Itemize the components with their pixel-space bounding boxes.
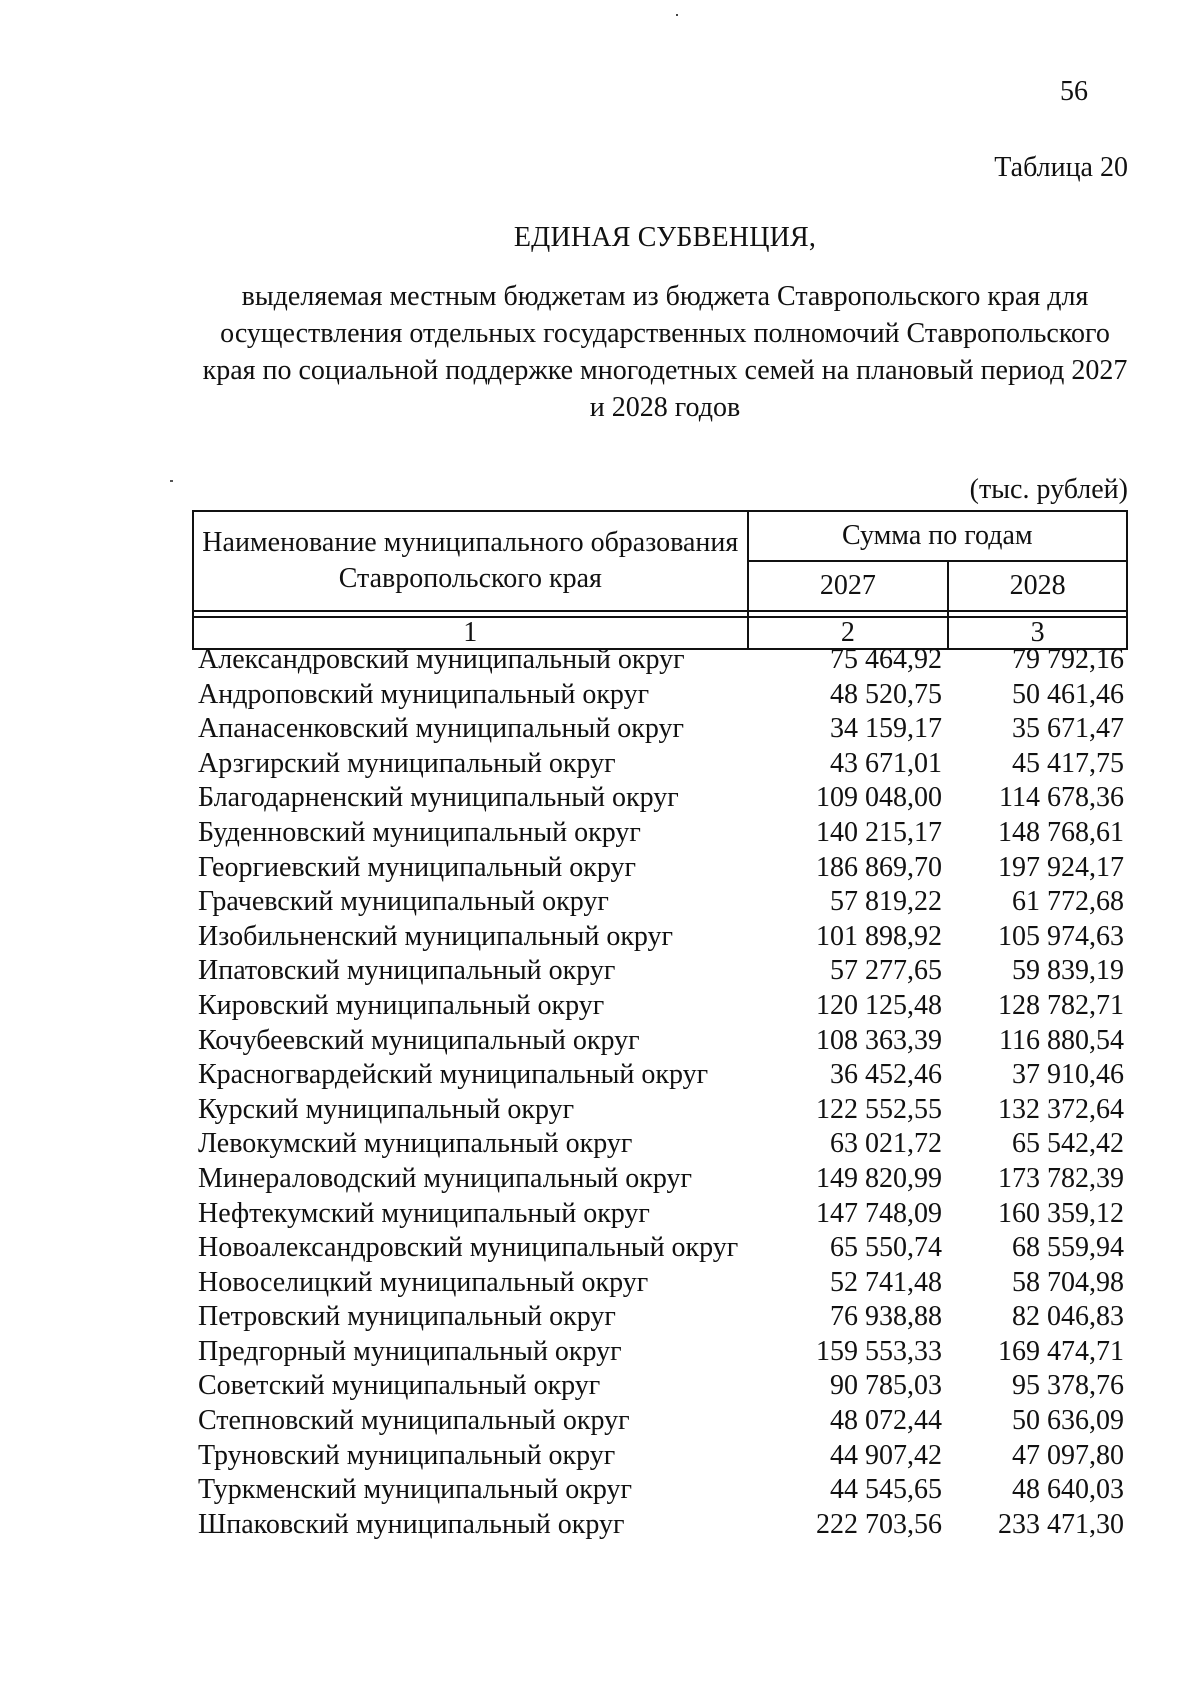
header-name-column: Наименование муниципального образования Ставропольского края [193, 511, 748, 611]
municipality-name: Александровский муниципальный округ [198, 644, 685, 675]
table-row [192, 747, 1128, 782]
header-year-2028: 2028 [948, 561, 1127, 611]
municipality-name: Нефтекумский муниципальный округ [198, 1197, 650, 1229]
table-row [192, 1508, 1128, 1543]
municipality-name: Туркменский муниципальный округ [198, 1474, 632, 1506]
amount-2028: 128 782,71 [998, 989, 1124, 1021]
amount-2027: 43 671,01 [830, 747, 942, 779]
amount-2027: 149 820,99 [816, 1162, 942, 1194]
amount-2027: 140 215,17 [816, 816, 942, 848]
amount-2028: 79 792,16 [1012, 644, 1124, 675]
table-row [192, 1439, 1128, 1474]
amount-2027: 147 748,09 [816, 1197, 942, 1229]
amount-2028: 65 542,42 [1012, 1128, 1124, 1160]
amount-2027: 75 464,92 [830, 644, 942, 675]
amount-2028: 116 880,54 [999, 1024, 1124, 1056]
amount-2027: 76 938,88 [830, 1301, 942, 1333]
amount-2028: 45 417,75 [1012, 747, 1124, 779]
units-note: (тыс. рублей) [969, 474, 1128, 505]
scan-speck [676, 14, 678, 16]
amount-2027: 34 159,17 [830, 713, 942, 745]
table-label: Таблица 20 [994, 152, 1128, 183]
amount-2028: 58 704,98 [1012, 1266, 1124, 1298]
municipality-name: Петровский муниципальный округ [198, 1301, 616, 1333]
table-row [192, 851, 1128, 886]
document-title: ЕДИНАЯ СУБВЕНЦИЯ, [513, 222, 817, 253]
header-sum-column: Сумма по годам [748, 511, 1127, 561]
amount-2028: 47 097,80 [1012, 1439, 1124, 1471]
amount-2028: 82 046,83 [1012, 1301, 1124, 1333]
document-subtitle: выделяемая местным бюджетам из бюджета Ставропольского края для осуществления отдельных государственных полномочий Ставропольского края по социальной поддержке многодетных семей на плановый период 2027 и 2028 годов [202, 281, 1128, 423]
table-row [192, 712, 1128, 747]
table-row [192, 920, 1128, 955]
amount-2027: 222 703,56 [816, 1508, 942, 1540]
amount-2028: 61 772,68 [1012, 886, 1124, 918]
municipality-name: Изобильненский муниципальный округ [198, 920, 674, 952]
municipality-name: Труновский муниципальный округ [198, 1439, 616, 1471]
municipality-name: Новоалександровский муниципальный округ [198, 1232, 739, 1264]
amount-2027: 159 553,33 [816, 1335, 942, 1367]
table-row [192, 1127, 1128, 1162]
amount-2028: 59 839,19 [1012, 955, 1124, 987]
amount-2027: 36 452,46 [830, 1059, 942, 1091]
amount-2027: 90 785,03 [830, 1370, 942, 1402]
page-number: 56 [1060, 76, 1088, 107]
column-number-3: 3 [948, 617, 1127, 649]
amount-2028: 50 461,46 [1012, 678, 1124, 710]
amount-2028: 68 559,94 [1012, 1232, 1124, 1264]
amount-2027: 109 048,00 [816, 782, 942, 814]
municipality-name: Апанасенковский муниципальный округ [198, 713, 685, 745]
table-row [192, 954, 1128, 989]
amount-2028: 105 974,63 [998, 920, 1124, 952]
scan-speck [170, 480, 173, 482]
amount-2028: 197 924,17 [998, 851, 1124, 883]
amount-2027: 186 869,70 [816, 851, 942, 883]
municipality-name: Георгиевский муниципальный округ [198, 851, 636, 883]
municipality-name: Предгорный муниципальный округ [198, 1335, 622, 1367]
municipality-name: Благодарненский муниципальный округ [198, 782, 679, 814]
table-row [192, 1266, 1128, 1301]
municipality-name: Красногвардейский муниципальный округ [198, 1059, 709, 1091]
amount-2027: 44 907,42 [830, 1439, 942, 1471]
amount-2027: 48 072,44 [830, 1405, 942, 1437]
amount-2028: 37 910,46 [1012, 1059, 1124, 1091]
amount-2028: 173 782,39 [998, 1162, 1124, 1194]
table-row [192, 1162, 1128, 1197]
amount-2027: 44 545,65 [830, 1474, 942, 1506]
municipality-name: Шпаковский муниципальный округ [198, 1508, 625, 1540]
amount-2028: 132 372,64 [998, 1093, 1124, 1125]
amount-2027: 101 898,92 [816, 920, 942, 952]
municipality-name: Арзгирский муниципальный округ [198, 747, 616, 779]
table-row [192, 643, 1128, 678]
table-row [192, 1024, 1128, 1059]
amount-2027: 108 363,39 [816, 1024, 942, 1056]
table-row [192, 1473, 1128, 1508]
header-year-2027: 2027 [748, 561, 949, 611]
table-row [192, 989, 1128, 1024]
table-row [192, 885, 1128, 920]
amount-2028: 35 671,47 [1012, 713, 1124, 745]
municipality-name: Советский муниципальный округ [198, 1370, 601, 1402]
amount-2027: 63 021,72 [830, 1128, 942, 1160]
amount-2028: 233 471,30 [998, 1508, 1124, 1540]
table-row [192, 1404, 1128, 1439]
table-body [192, 643, 1128, 1542]
table-row [192, 1335, 1128, 1370]
table-row [192, 1093, 1128, 1128]
table-row [192, 1300, 1128, 1335]
amount-2027: 52 741,48 [830, 1266, 942, 1298]
table-row [192, 1231, 1128, 1266]
amount-2028: 48 640,03 [1012, 1474, 1124, 1506]
table-row [192, 678, 1128, 713]
table-row [192, 1197, 1128, 1232]
municipality-name: Минераловодский муниципальный округ [198, 1162, 692, 1194]
table-header [192, 510, 1128, 650]
amount-2027: 122 552,55 [816, 1093, 942, 1125]
municipality-name: Грачевский муниципальный округ [198, 886, 609, 918]
municipality-name: Андроповский муниципальный округ [198, 678, 650, 710]
municipality-name: Буденновский муниципальный округ [198, 816, 641, 848]
municipality-name: Левокумский муниципальный округ [198, 1128, 633, 1160]
amount-2027: 57 819,22 [830, 886, 942, 918]
municipality-name: Новоселицкий муниципальный округ [198, 1266, 649, 1298]
municipality-name: Кочубеевский муниципальный округ [198, 1024, 640, 1056]
amount-2028: 160 359,12 [998, 1197, 1124, 1229]
amount-2028: 50 636,09 [1012, 1405, 1124, 1437]
amount-2027: 65 550,74 [830, 1232, 942, 1264]
municipality-name: Ипатовский муниципальный округ [198, 955, 616, 987]
amount-2027: 57 277,65 [830, 955, 942, 987]
column-number-2: 2 [748, 617, 949, 649]
municipality-name: Кировский муниципальный округ [198, 989, 605, 1021]
amount-2028: 114 678,36 [999, 782, 1124, 814]
amount-2027: 48 520,75 [830, 678, 942, 710]
amount-2028: 148 768,61 [998, 816, 1124, 848]
table-row [192, 816, 1128, 851]
municipality-name: Курский муниципальный округ [198, 1093, 575, 1125]
municipality-name: Степновский муниципальный округ [198, 1405, 630, 1437]
amount-2027: 120 125,48 [816, 989, 942, 1021]
table-row [192, 781, 1128, 816]
amount-2028: 169 474,71 [998, 1335, 1124, 1367]
column-number-1: 1 [193, 617, 748, 649]
table-row [192, 1058, 1128, 1093]
amount-2028: 95 378,76 [1012, 1370, 1124, 1402]
table-row [192, 1369, 1128, 1404]
